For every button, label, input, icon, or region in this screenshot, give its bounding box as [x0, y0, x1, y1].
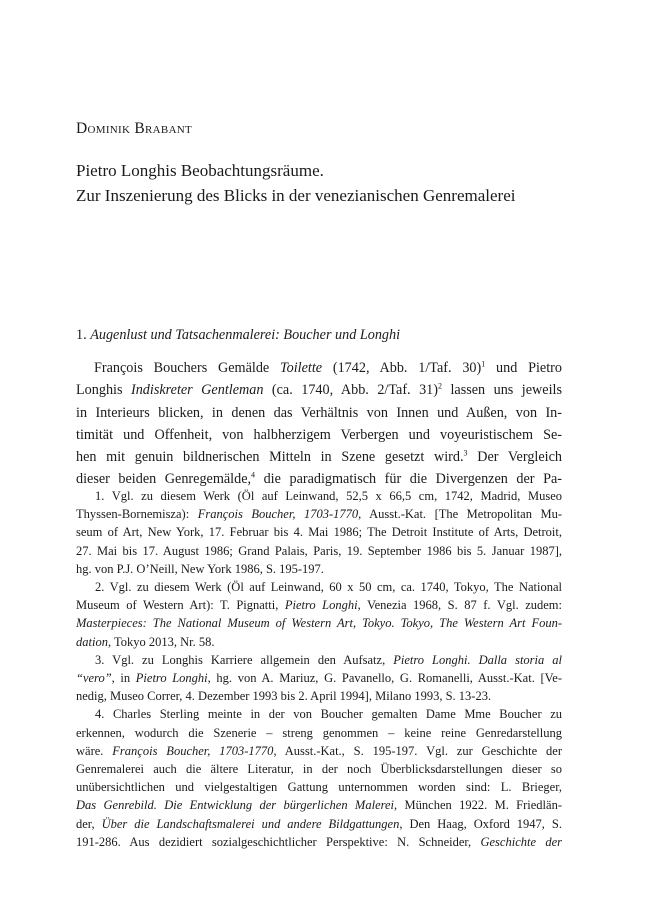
title-line-2: Zur Inszenierung des Blicks in der venezianischen Genremalerei [76, 186, 516, 205]
citation-title: François Boucher, 1703-1770 [112, 743, 274, 758]
text-run: 191-286. Aus dezidiert sozialgeschichtlicher Perspektive: N. Schneider, [76, 834, 481, 849]
text-run: Thyssen-Bornemisza): [76, 507, 198, 522]
body-line: in Interieurs blicken, in denen das Verhältnis von Innen und Außen, von In- [76, 404, 562, 421]
footnote-ref[interactable]: 3 [463, 448, 468, 458]
title-line-1: Pietro Longhis Beobachtungsräume. [76, 161, 324, 180]
body-line [76, 379, 562, 401]
citation-title: Das Genrebild. Die Entwicklung der bürgerlichen Malerei [76, 798, 395, 813]
footnote-2-line: 2. Vgl. zu diesem Werk (Öl auf Leinwand, 60 x 50 cm, ca. 1740, Tokyo, The National [95, 580, 562, 595]
artwork-title: Indiskreter Gentleman [130, 382, 264, 399]
author-name: Dominik Brabant [76, 120, 193, 137]
footnote-4-line [76, 815, 562, 833]
text-run: wäre. [76, 743, 113, 758]
body-text [76, 357, 562, 491]
section-title: Augenlust und Tatsachenmalerei: Boucher und Longhi [90, 327, 401, 343]
text-run: , Den Haag, Oxford 1947, S. [399, 816, 562, 831]
text-run: , Venezia 1968, S. 87 f. Vgl. zudem: [357, 598, 562, 613]
citation-title: Pietro Longhi [135, 671, 208, 686]
text-run: Museum of Western Art): T. Pignatti, [76, 598, 285, 613]
footnote-3-line [76, 669, 562, 687]
body-line [76, 446, 562, 468]
citation-title: Über die Landschaftsmalerei und andere Bildgattungen [101, 816, 400, 831]
footnote-1-line [76, 505, 562, 523]
footnote-ref[interactable]: 1 [481, 359, 486, 369]
citation-title: Pietro Longhi. Dalla storia al [393, 652, 562, 667]
text-run: , hg. von A. Mariuz, G. Pavanello, G. Romanelli, Ausst.-Kat. [Ve- [207, 671, 562, 686]
text-run: der, [76, 816, 102, 831]
section-number: 1. [76, 327, 87, 343]
citation-title: Pietro Longhi [284, 598, 358, 613]
text-run: , München 1922. M. Friedlän- [394, 798, 562, 813]
citation-title: “vero” [76, 671, 112, 686]
footnote-1-line: hg. von P.J. O’Neill, New York 1986, S. 195-197. [76, 561, 324, 576]
footnote-2-line [76, 633, 562, 651]
text-run: die paradigmatisch für die Divergenzen der Pa- [255, 471, 562, 488]
text-run: , Ausst.-Kat., S. 195-197. Vgl. zur Geschichte der [273, 743, 562, 758]
footnote-2-line [76, 596, 562, 614]
chapter-title [76, 158, 596, 208]
text-run: , Tokyo 2013, Nr. 58. [107, 634, 215, 649]
artwork-title: Toilette [280, 360, 323, 376]
footnote-ref[interactable]: 4 [251, 470, 256, 480]
citation-title: Geschichte der [480, 834, 562, 849]
text-run: Der Vergleich [467, 449, 562, 466]
footnote-1-line: seum of Art, New York, 17. Februar bis 4. Mai 1986; The Detroit Institute of Arts, Detroit, [76, 525, 562, 540]
text-run: lassen uns jeweils [441, 382, 562, 399]
footnote-1-line: 27. Mai bis 17. August 1986; Grand Palais, Paris, 19. September 1986 bis 5. Januar 1987], [76, 543, 562, 558]
footnotes [76, 487, 562, 851]
body-line [76, 357, 562, 379]
footnote-ref[interactable]: 2 [437, 381, 442, 391]
footnote-4-line [76, 833, 562, 851]
citation-title: dation [76, 634, 108, 649]
footnote-1-line: 1. Vgl. zu diesem Werk (Öl auf Leinwand, 52,5 x 66,5 cm, 1742, Madrid, Museo [95, 489, 562, 503]
section-heading [76, 327, 576, 344]
footnote-4-line: unübersichtlichen und vielgestaltigen Gattung unternommen worden sind: L. Brieger, [76, 780, 562, 795]
text-run: Longhis [76, 382, 131, 399]
footnote-4-line: 4. Charles Sterling meinte in der von Boucher gemalten Dame Mme Boucher zu [95, 707, 562, 722]
footnote-3-line [76, 651, 562, 669]
text-run: François Bouchers Gemälde [94, 360, 281, 376]
text-run: und Pietro [485, 360, 562, 376]
footnote-4-line [76, 796, 562, 814]
text-run: dieser beiden Genregemälde, [76, 471, 252, 488]
text-run: , Ausst.-Kat. [The Metropolitan Mu- [358, 507, 562, 522]
text-run: (ca. 1740, Abb. 2/Taf. 31) [263, 382, 438, 399]
text-run: (1742, Abb. 1/Taf. 30) [322, 360, 482, 376]
footnote-2-line: Masterpieces: The National Museum of Western Art, Tokyo. Tokyo, The Western Art Foun- [76, 616, 562, 631]
text-run: , in [111, 671, 136, 686]
footnote-4-line: Genremalerei auch die ältere Literatur, in der noch Überblicksdarstellungen dieser so [76, 762, 562, 777]
citation-title: François Boucher, 1703-1770 [197, 507, 359, 522]
text-run: 3. Vgl. zu Longhis Karriere allgemein den Aufsatz, [95, 652, 394, 667]
footnote-4-line: erkennen, wodurch die Szenerie – streng genommen – keine reine Genredarstellung [76, 725, 562, 740]
text-run: hen mit genuin bildnerischen Mitteln in Szene gesetzt wird. [76, 449, 464, 466]
body-line: timität und Offenheit, von halbherzigem Verbergen und voyeuristischem Se- [76, 426, 562, 443]
footnote-4-line [76, 742, 562, 760]
footnote-3-line: nedig, Museo Correr, 4. Dezember 1993 bis 2. April 1994], Milano 1993, S. 13-23. [76, 689, 492, 704]
